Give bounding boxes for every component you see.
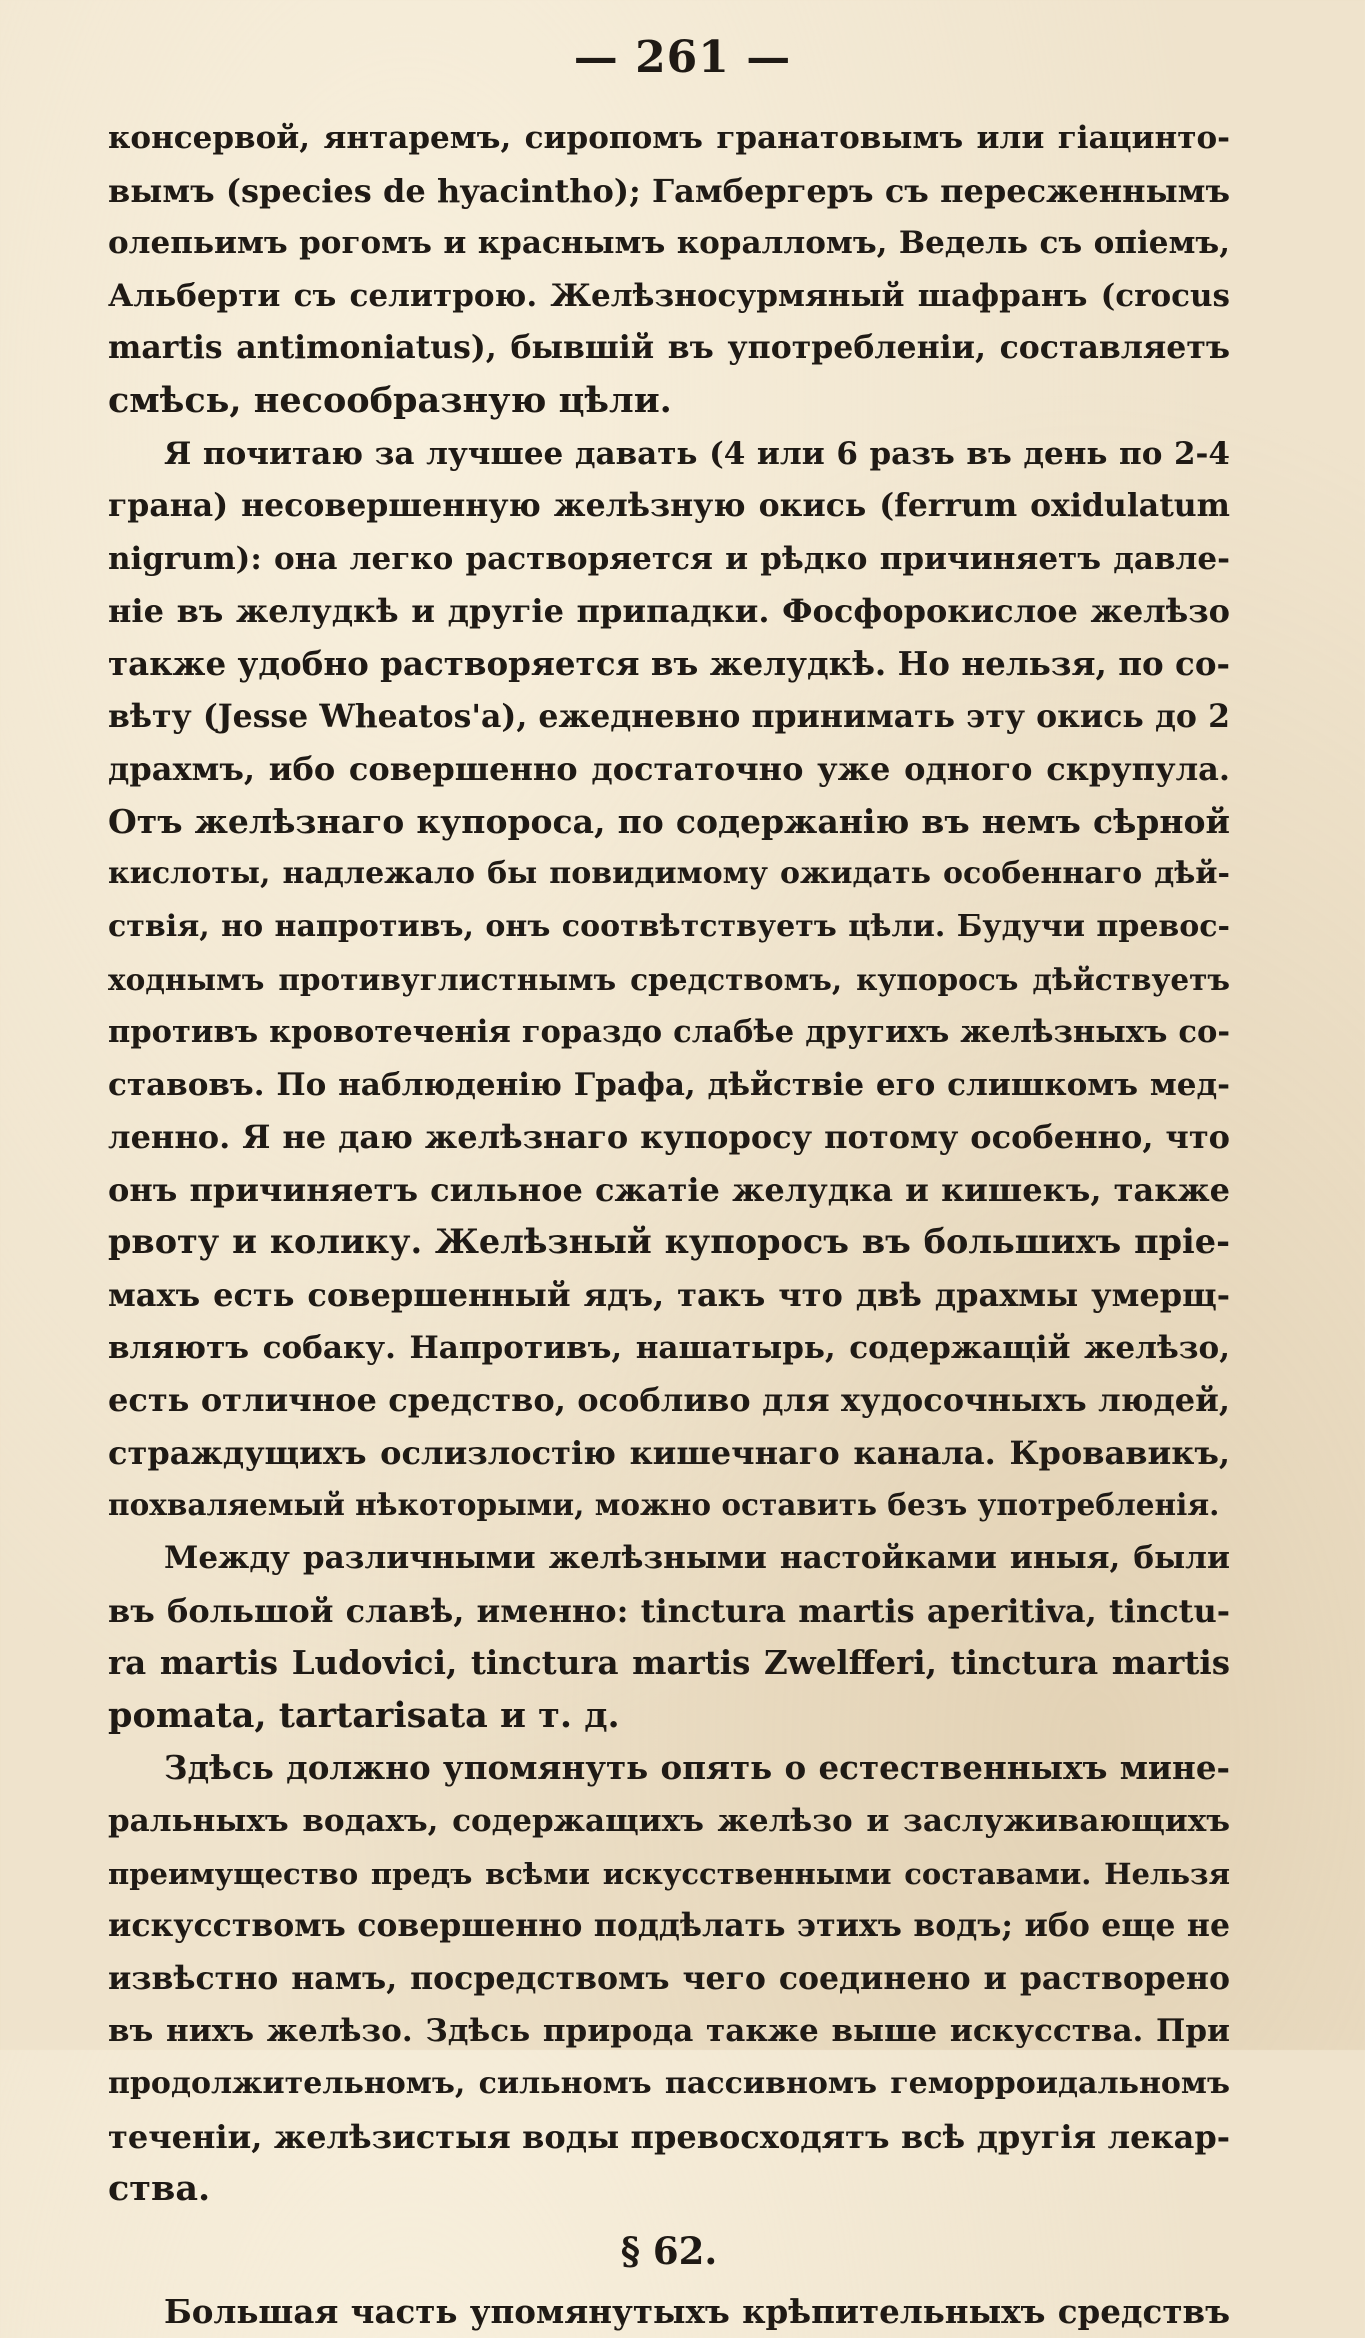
text-line: кислоты, надлежало бы повидимому ожидать особеннаго дѣй-	[108, 856, 1230, 892]
text-line: Альберти съ селитрою. Желѣзносурмяный шафранъ (crocus	[108, 277, 1230, 314]
text-line: драхмъ, ибо совершенно достаточно уже одного скрупула.	[108, 750, 1230, 789]
text-line: противъ кровотеченія гораздо слабѣе другихъ желѣзныхъ со-	[108, 1014, 1230, 1051]
text-line: грана) несовершенную желѣзную окись (ferrum oxidulatum	[108, 487, 1230, 525]
text-line: искусствомъ совершенно поддѣлать этихъ водъ; ибо еще не	[108, 1907, 1230, 1945]
text-line: ніе въ желудкѣ и другіе припадки. Фосфорокислое желѣзо	[108, 592, 1230, 631]
text-line: ральныхъ водахъ, содержащихъ желѣзо и заслуживающихъ	[108, 1803, 1230, 1839]
text-line: преимущество предъ всѣми искусственными составами. Нельзя	[108, 1856, 1230, 1891]
text-line: вляютъ собаку. Напротивъ, нашатырь, содержащій желѣзо,	[108, 1329, 1230, 1366]
text-line: продолжительномъ, сильномъ пассивномъ геморроидальномъ	[108, 2065, 1230, 2101]
text-line: консервой, янтаремъ, сиропомъ гранатовымъ или гіацинто-	[108, 120, 1230, 156]
text-line: ходнымъ противуглистнымъ средствомъ, купоросъ дѣйствуетъ	[108, 961, 1230, 997]
text-line: есть отличное средство, особливо для худосочныхъ людей,	[108, 1381, 1230, 1420]
text-line: рвоту и колику. Желѣзный купоросъ въ большихъ пріе-	[108, 1222, 1230, 1262]
text-line: ства.	[108, 2168, 211, 2210]
paragraph-start-line: Я почитаю за лучшее давать (4 или 6 разъ въ день по 2-4	[164, 435, 1230, 472]
text-line: nigrum): она легко растворяется и рѣдко причиняетъ давле-	[108, 540, 1230, 577]
text-line: олепьимъ рогомъ и краснымъ кораллoмъ, Ведель съ опіемъ,	[108, 225, 1230, 262]
text-line: ленно. Я не даю желѣзнаго купоросу потому особенно, что	[108, 1118, 1230, 1157]
section-heading: § 62.	[620, 2228, 718, 2273]
text-line: онъ причиняетъ сильное сжатіе желудка и кишекъ, также	[108, 1170, 1230, 1209]
text-line: ra martis Ludovici, tinctura martis Zwelfferi, tinctura martis	[108, 1643, 1230, 1683]
text-line: въ большой славѣ, именно: tinctura martis aperitiva, tinctu-	[108, 1591, 1230, 1630]
text-line: похваляемый нѣкоторыми, можно оставить безъ употребленія.	[108, 1487, 1220, 1523]
text-line: теченіи, желѣзистыя воды превосходятъ всѣ другія лекар-	[108, 2117, 1230, 2156]
page-number: — 261 —	[573, 32, 792, 83]
text-line: также удобно растворяется въ желудкѣ. Но нельзя, по со-	[108, 643, 1230, 683]
text-line: въ нихъ желѣзо. Здѣсь природа также выше искусства. При	[108, 2013, 1230, 2050]
text-line: martis antimoniatus), бывшій въ употребленіи, составляетъ	[108, 329, 1230, 367]
paragraph-start-line: Большая часть упомянутыхъ крѣпительныхъ средствъ	[164, 2291, 1230, 2331]
text-line: pomata, tartarisata и т. д.	[108, 1694, 620, 1736]
text-line: смѣсь, несообразную цѣли.	[108, 379, 672, 421]
text-line: махъ есть совершенный ядъ, такъ что двѣ драхмы умерщ-	[108, 1276, 1230, 1315]
text-line: вымъ (species de hyacintho); Гамбергеръ съ пересженнымъ	[108, 171, 1230, 210]
text-line: Отъ желѣзнаго купороса, по содержанію въ немъ сѣрной	[108, 801, 1230, 841]
text-line: извѣстно намъ, посредствомъ чего соединено и растворено	[108, 1959, 1230, 1997]
paragraph-start-line: Здѣсь должно упомянуть опять о естественныхъ мине-	[164, 1748, 1230, 1788]
page-body	[108, 112, 1230, 2338]
paragraph-start-line: Между различными желѣзными настойками иныя, были	[164, 1540, 1230, 1577]
text-line: страждущихъ ослизлостію кишечнаго канала. Кровавикъ,	[108, 1433, 1230, 1472]
text-line: вѣту (Jesse Wheatos'а), ежедневно принимать эту окись до 2	[108, 697, 1230, 735]
text-line: ствія, но напротивъ, онъ соотвѣтствуетъ цѣли. Будучи превос-	[108, 908, 1230, 944]
text-line: ставовъ. По наблюденію Графа, дѣйствіе его слишкомъ мед-	[108, 1066, 1230, 1103]
